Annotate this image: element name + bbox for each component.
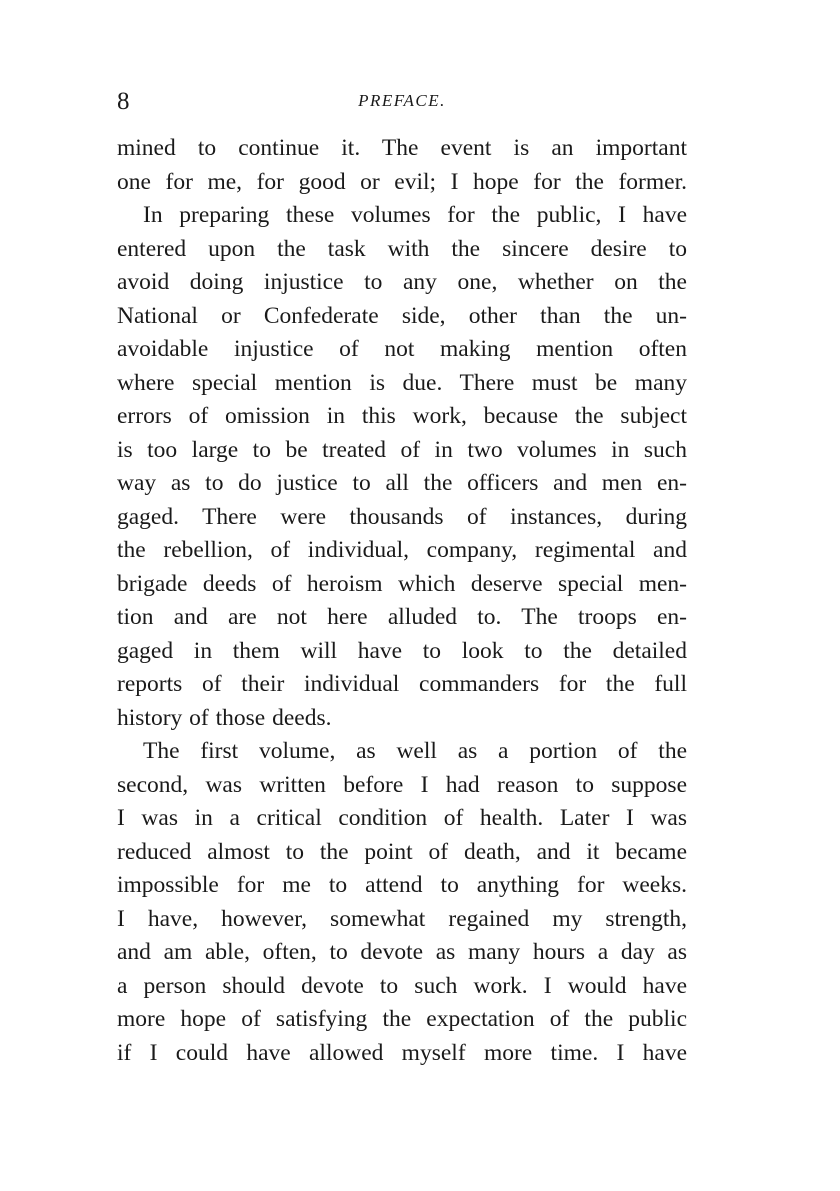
text-line: one for me, for good or evil; I hope for the former. — [117, 168, 687, 195]
text-line: the rebellion, of individual, company, regimental and — [117, 537, 687, 563]
text-line: and am able, often, to devote as many hours a day as — [117, 939, 687, 965]
page-number: 8 — [117, 88, 130, 115]
text-line: if I could have allowed myself more time. I have — [117, 1039, 687, 1066]
text-line: way as to do justice to all the officers and men en- — [117, 470, 687, 496]
page-header — [117, 84, 687, 120]
text-line: where special mention is due. There must be many — [117, 369, 687, 396]
text-line: errors of omission in this work, because the subject — [117, 403, 687, 429]
text-line: second, was written before I had reason to suppose — [117, 771, 687, 798]
text-line: is too large to be treated of in two volumes in such — [117, 436, 687, 463]
text-line: avoid doing injustice to any one, whether on the — [117, 269, 687, 295]
text-line: entered upon the task with the sincere desire to — [117, 235, 687, 262]
text-line: National or Confederate side, other than the un- — [117, 302, 687, 329]
paragraph-start-line: The first volume, as well as a portion of the — [143, 738, 687, 764]
text-line: I was in a critical condition of health. Later I was — [117, 805, 687, 831]
text-line: brigade deeds of heroism which deserve special men- — [117, 570, 687, 597]
text-line: mined to continue it. The event is an important — [117, 135, 687, 161]
text-line: I have, however, somewhat regained my strength, — [117, 905, 687, 932]
text-line: reduced almost to the point of death, and it became — [117, 838, 687, 865]
paragraph-end-line: history of those deeds. — [117, 704, 332, 731]
running-head: PREFACE. — [358, 91, 446, 110]
text-line: tion and are not here alluded to. The troops en- — [117, 604, 687, 630]
paragraph-start-line: In preparing these volumes for the public, I have — [143, 202, 687, 228]
text-line: gaged in them will have to look to the detailed — [117, 637, 687, 664]
body-text — [117, 132, 687, 1070]
text-line: reports of their individual commanders for the full — [117, 671, 687, 697]
text-line: impossible for me to attend to anything for weeks. — [117, 872, 687, 898]
text-line: more hope of satisfying the expectation of the public — [117, 1006, 687, 1032]
text-line: avoidable injustice of not making mention often — [117, 336, 687, 362]
text-line: a person should devote to such work. I would have — [117, 972, 687, 999]
text-line: gaged. There were thousands of instances, during — [117, 503, 687, 530]
